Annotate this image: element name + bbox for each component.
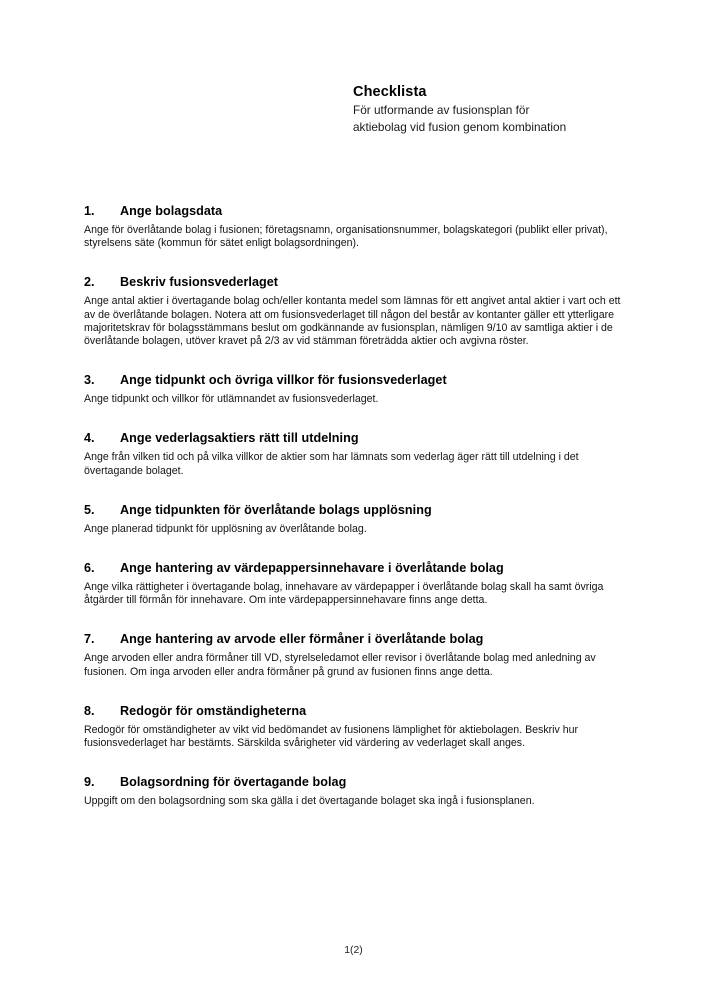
- document-header: [353, 84, 653, 135]
- section-heading: [84, 430, 624, 446]
- section-title: Ange tidpunkten för överlåtande bolags upplösning: [120, 502, 432, 517]
- section-heading: [84, 372, 624, 388]
- section-body: Ange antal aktier i övertagande bolag och/eller kontanta medel som lämnas för ett angivet antal aktier i vart och ett av de överlåtande bolagen. Notera att om fusionsvederlaget till någon del består av kontanter gäller ett ytterligare majoritetskrav för bolagsstämmans beslut om godkännande av fusionsplan, nämligen 9/10 av samtliga aktier i de överlåtande bolagen, utöver kravet på 2/3 av vid stämman företrädda aktier och avgivna röster.: [84, 295, 621, 348]
- checklist-section: [84, 560, 624, 607]
- section-heading: [84, 560, 624, 576]
- section-title: Ange bolagsdata: [120, 204, 223, 218]
- checklist-section: [84, 274, 624, 348]
- section-heading: [84, 502, 624, 518]
- checklist-section: [84, 372, 624, 406]
- section-title: Ange hantering av arvode eller förmåner i överlåtande bolag: [120, 632, 484, 647]
- page-number: 1(2): [344, 945, 363, 956]
- section-title: Bolagsordning för övertagande bolag: [120, 775, 347, 790]
- section-heading: [84, 274, 624, 290]
- checklist-section: [84, 502, 624, 536]
- section-title: Ange vederlagsaktiers rätt till utdelning: [120, 431, 359, 446]
- section-title: Ange hantering av värdepappersinnehavare i överlåtande bolag: [120, 561, 504, 576]
- document-subtitle-line-2: aktiebolag vid fusion genom kombination: [353, 119, 567, 134]
- section-number: 4.: [84, 431, 95, 446]
- checklist-section: [84, 774, 624, 808]
- section-body: Ange från vilken tid och på vilka villkor de aktier som har lämnats som vederlag äger rätt till utdelning i det övertagande bolaget.: [84, 451, 579, 477]
- section-body: Ange planerad tidpunkt för upplösning av överlåtande bolag.: [84, 522, 367, 535]
- document-subtitle-line-1: För utformande av fusionsplan för: [353, 103, 530, 117]
- checklist-section: [84, 631, 624, 678]
- section-number: 7.: [84, 632, 95, 647]
- section-body: Ange arvoden eller andra förmåner till VD, styrelseledamot eller revisor i överlåtande bolag med anledning av fusionen. Om inga arvoden eller andra förmåner på grund av fusionen finns ange detta.: [84, 652, 596, 678]
- section-number: 8.: [84, 703, 95, 718]
- section-number: 3.: [84, 373, 95, 388]
- section-number: 1.: [84, 204, 95, 218]
- section-number: 2.: [84, 275, 95, 290]
- checklist-sections: [84, 203, 624, 808]
- section-heading: [84, 203, 624, 219]
- checklist-section: [84, 703, 624, 750]
- document-footer: [0, 940, 707, 958]
- section-title: Ange tidpunkt och övriga villkor för fusionsvederlaget: [120, 373, 447, 388]
- section-body: Ange vilka rättigheter i övertagande bolag, innehavare av värdepapper i överlåtande bolag skall ha samt övriga åtgärder till förmån för innehavare. Om inte värdepappersinnehavare finns ange detta.: [84, 581, 604, 607]
- section-number: 5.: [84, 502, 95, 517]
- document-title: Checklista: [353, 84, 427, 100]
- section-heading: [84, 703, 624, 719]
- section-body: Ange tidpunkt och villkor för utlämnandet av fusionsvederlaget.: [84, 393, 379, 406]
- section-body: Uppgift om den bolagsordning som ska gälla i det övertagande bolaget ska ingå i fusionsplanen.: [84, 795, 535, 808]
- checklist-section: [84, 203, 624, 250]
- section-title: Beskriv fusionsvederlaget: [120, 275, 279, 290]
- section-heading: [84, 631, 624, 647]
- section-title: Redogör för omständigheterna: [120, 703, 307, 718]
- section-number: 6.: [84, 561, 95, 576]
- section-heading: [84, 774, 624, 790]
- section-body: Ange för överlåtande bolag i fusionen; företagsnamn, organisationsnummer, bolagskategori (publikt eller privat), styrelsens säte (kommun för sätet enligt bolagsordningen).: [84, 224, 608, 250]
- section-body: Redogör för omständigheter av vikt vid bedömandet av fusionens lämplighet för aktiebolagen. Beskriv hur fusionsvederlaget har bestämts. Särskilda svårigheter vid värdering av vederlaget skall anges.: [84, 723, 579, 750]
- checklist-section: [84, 430, 624, 477]
- section-number: 9.: [84, 775, 95, 790]
